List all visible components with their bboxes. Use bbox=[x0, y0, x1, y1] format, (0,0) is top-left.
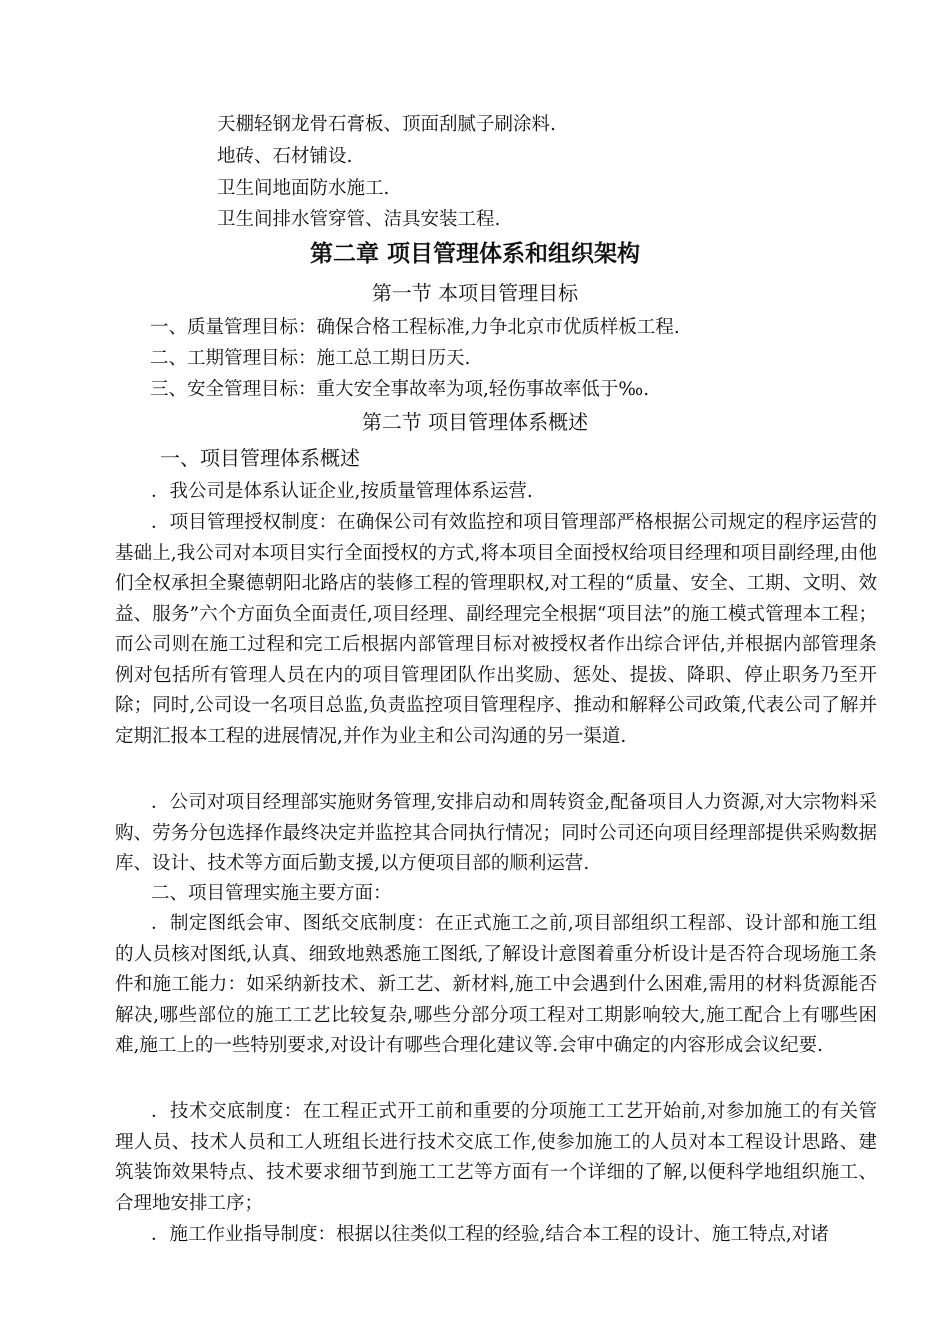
paragraph: ．施工作业指导制度：根据以往类似工程的经验,结合本工程的设计、施工特点,对诸 bbox=[151, 1224, 829, 1245]
paragraph: ．制定图纸会审、图纸交底制度：在正式施工之前,项目部组织工程部、设计部和施工组的人员核对图纸,认真、细致地熟悉施工图纸,了解设计意图着重分析设计是否符合现场施工条件和施工能力：如采纳新技术、新工艺、新材料,施工中会遇到什么困难,需用的材料货源能否解决,哪些部位的施工工艺比较复杂,哪些分部分项工程对工期影响较大,施工配合上有哪些困难,施工上的一些特别要求,对设计有哪些合理化建议等.会审中确定的内容形成会议纪要. bbox=[115, 913, 877, 1056]
section-title: 第一节 本项目管理目标 bbox=[371, 281, 579, 305]
list-item: 地砖、石材铺设. bbox=[217, 146, 353, 167]
section-title: 第二节 项目管理体系概述 bbox=[361, 410, 589, 434]
goal-item: 一、质量管理目标：确保合格工程标准,力争北京市优质样板工程. bbox=[150, 317, 680, 338]
goal-item: 三、安全管理目标：重大安全事故率为项,轻伤事故率低于‰. bbox=[150, 379, 650, 400]
paragraph: ．技术交底制度：在工程正式开工前和重要的分项施工工艺开始前,对参加施工的有关管理人员、技术人员和工人班组长进行技术交底工作,使参加施工的人员对本工程设计思路、建筑装饰效果特点、技术要求细节到施工工艺等方面有一个详细的了解,以便科学地组织施工、合理地安排工序； bbox=[115, 1101, 877, 1214]
goal-item: 二、工期管理目标：施工总工期日历天. bbox=[150, 348, 471, 369]
paragraph: ．公司对项目经理部实施财务管理,安排启动和周转资金,配备项目人力资源,对大宗物料采购、劳务分包选择作最终决定并监控其合同执行情况；同时公司还向项目经理部提供采购数据库、设计、技术等方面后勤支援,以方便项目部的顺利运营. bbox=[115, 792, 877, 874]
paragraph: ．我公司是体系认证企业,按质量管理体系运营. bbox=[151, 481, 533, 502]
paragraph: 二、项目管理实施主要方面： bbox=[151, 883, 392, 904]
subsection-heading: 一、项目管理体系概述 bbox=[160, 446, 360, 470]
list-item: 天棚轻钢龙骨石膏板、顶面刮腻子刷涂料. bbox=[217, 114, 556, 135]
list-item: 卫生间地面防水施工. bbox=[217, 178, 390, 199]
chapter-title: 第二章 项目管理体系和组织架构 bbox=[309, 241, 640, 267]
paragraph: ．项目管理授权制度：在确保公司有效监控和项目管理部严格根据公司规定的程序运营的基础上,我公司对本项目实行全面授权的方式,将本项目全面授权给项目经理和项目副经理,由他们全权承担全聚德朝阳北路店的装修工程的管理职权,对工程的“质量、安全、工期、文明、效益、服务”六个方面负全面责任,项目经理、副经理完全根据“项目法”的施工模式管理本工程；而公司则在施工过程和完工后根据内部管理目标对被授权者作出综合评估,并根据内部管理条例对包括所有管理人员在内的项目管理团队作出奖励、惩处、提拔、降职、停止职务乃至开除；同时,公司设一名项目总监,负责监控项目管理程序、推动和解释公司政策,代表公司了解并定期汇报本工程的进展情况,并作为业主和公司沟通的另一渠道. bbox=[115, 512, 877, 747]
list-item: 卫生间排水管穿管、洁具安装工程. bbox=[217, 209, 501, 230]
